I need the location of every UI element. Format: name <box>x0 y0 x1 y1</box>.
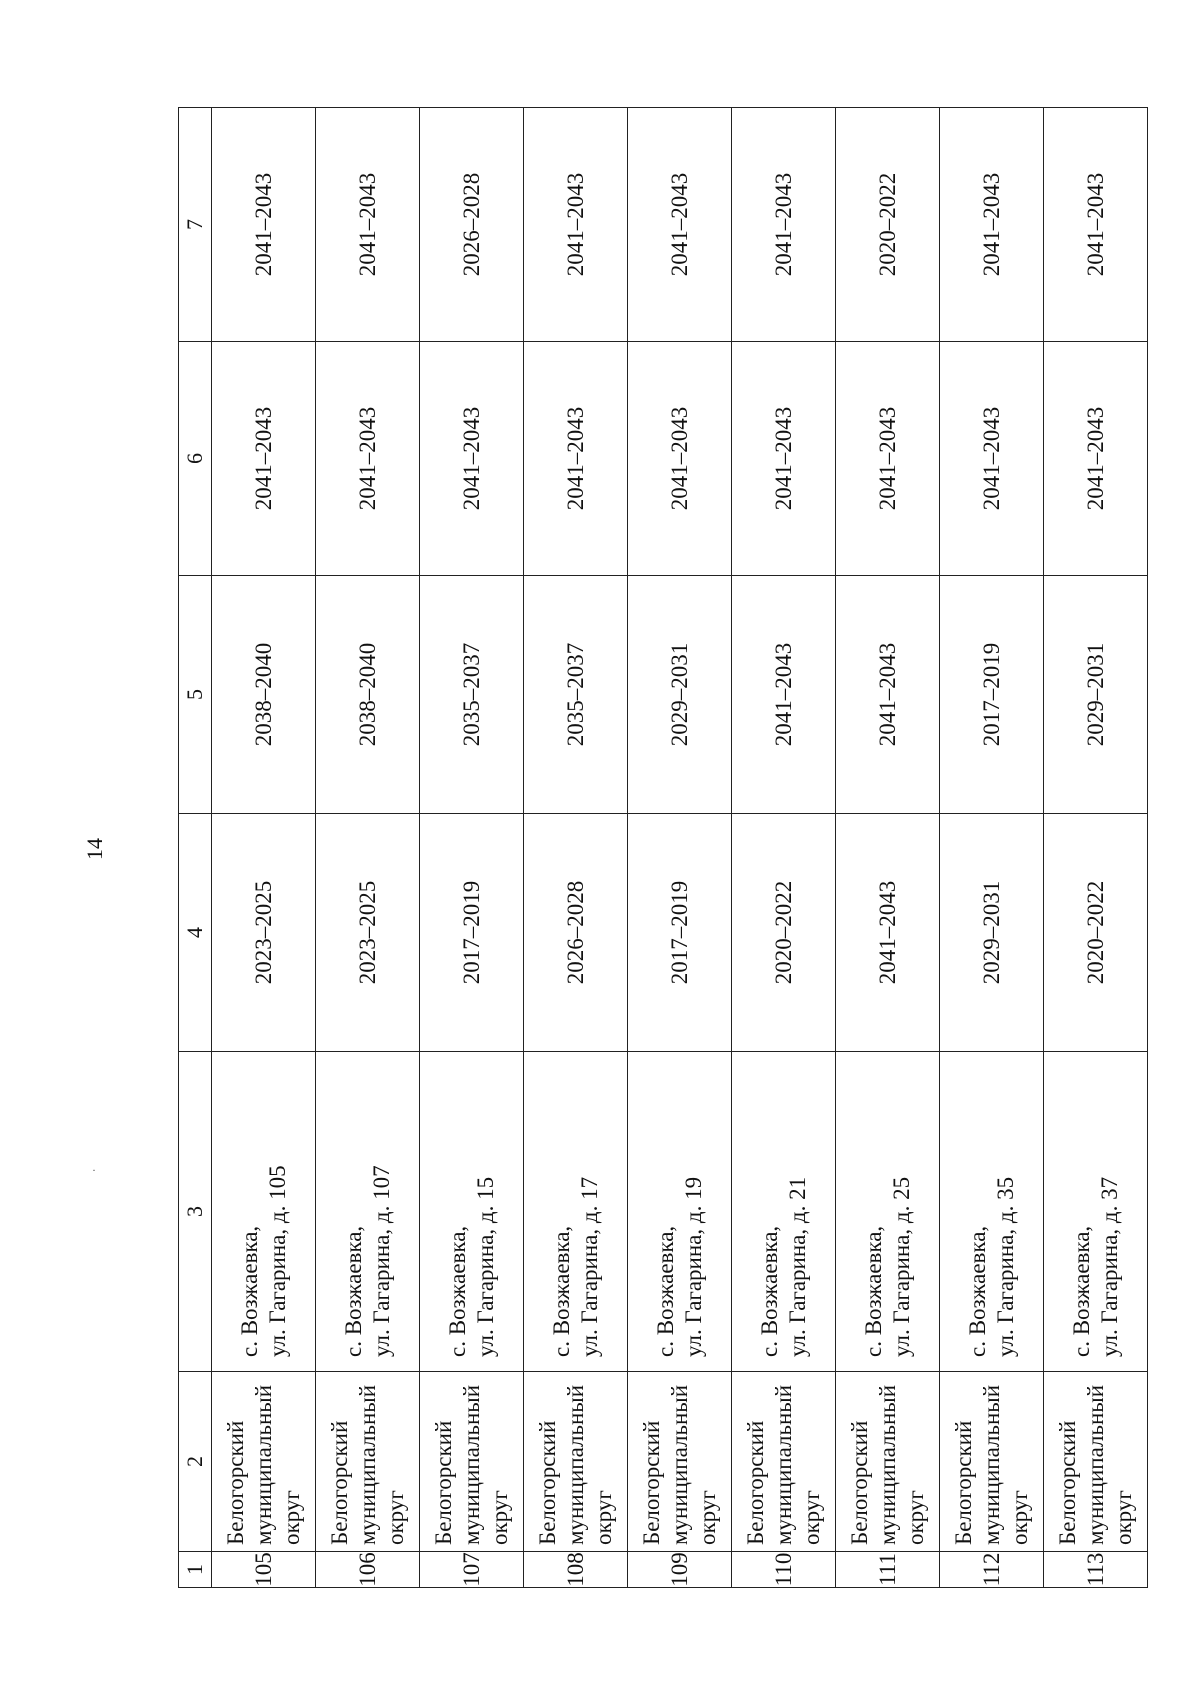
municipality-cell <box>1044 1372 1148 1552</box>
municipality-line: Белогорский <box>742 1420 768 1545</box>
municipality-line: округ <box>278 1490 304 1545</box>
period-cell-6: 2041–2043 <box>732 342 836 576</box>
address-cell <box>316 1052 420 1372</box>
header-cell: 6 <box>179 342 212 576</box>
municipality-line: муниципальный <box>770 1384 796 1545</box>
municipality-cell <box>524 1372 628 1552</box>
period-cell-7: 2041–2043 <box>524 108 628 342</box>
period-cell-5: 2038–2040 <box>212 576 316 814</box>
table-container <box>178 108 1148 1588</box>
municipality-line: округ <box>382 1490 408 1545</box>
address-line: ул. Гагарина, д. 17 <box>576 1176 602 1357</box>
period-cell-7: 2041–2043 <box>316 108 420 342</box>
address-line: с. Возжаевка, <box>236 1225 262 1357</box>
address-line: с. Возжаевка, <box>444 1225 470 1357</box>
header-cell: 1 <box>179 1552 212 1588</box>
address-cell <box>420 1052 524 1372</box>
municipality-cell <box>316 1372 420 1552</box>
municipality-line: Белогорский <box>638 1420 664 1545</box>
period-cell-4: 2023–2025 <box>316 814 420 1052</box>
municipality-line: муниципальный <box>978 1384 1004 1545</box>
address-line: ул. Гагарина, д. 37 <box>1096 1176 1122 1357</box>
address-line: с. Возжаевка, <box>340 1225 366 1357</box>
period-cell-5: 2017–2019 <box>940 576 1044 814</box>
period-cell-7: 2041–2043 <box>212 108 316 342</box>
table-body <box>179 108 1148 1588</box>
municipality-line: Белогорский <box>326 1420 352 1545</box>
period-cell-7: 2026–2028 <box>420 108 524 342</box>
address-cell <box>628 1052 732 1372</box>
period-cell-7: 2041–2043 <box>628 108 732 342</box>
municipality-line: округ <box>1110 1490 1136 1545</box>
period-cell-6: 2041–2043 <box>212 342 316 576</box>
period-cell-4: 2017–2019 <box>628 814 732 1052</box>
address-line: ул. Гагарина, д. 25 <box>888 1176 914 1357</box>
period-cell-7: 2041–2043 <box>732 108 836 342</box>
table-row <box>732 108 836 1588</box>
address-cell <box>524 1052 628 1372</box>
period-cell-7: 2041–2043 <box>1044 108 1148 342</box>
municipality-line: округ <box>902 1490 928 1545</box>
municipality-line: округ <box>590 1490 616 1545</box>
header-cell: 2 <box>179 1372 212 1552</box>
table-row <box>524 108 628 1588</box>
municipality-line: Белогорский <box>430 1420 456 1545</box>
table-row <box>316 108 420 1588</box>
row-number-cell: 109 <box>628 1552 732 1588</box>
period-cell-5: 2038–2040 <box>316 576 420 814</box>
municipality-cell <box>836 1372 940 1552</box>
municipality-line: округ <box>486 1490 512 1545</box>
row-number-cell: 105 <box>212 1552 316 1588</box>
address-line: ул. Гагарина, д. 107 <box>368 1165 394 1357</box>
municipality-line: Белогорский <box>222 1420 248 1545</box>
address-line: с. Возжаевка, <box>860 1225 886 1357</box>
period-cell-6: 2041–2043 <box>524 342 628 576</box>
municipality-line: муниципальный <box>354 1384 380 1545</box>
address-cell <box>940 1052 1044 1372</box>
row-number-cell: 106 <box>316 1552 420 1588</box>
period-cell-7: 2041–2043 <box>940 108 1044 342</box>
period-cell-6: 2041–2043 <box>836 342 940 576</box>
period-cell-6: 2041–2043 <box>1044 342 1148 576</box>
table-row <box>212 108 316 1588</box>
row-number-cell: 112 <box>940 1552 1044 1588</box>
municipality-line: муниципальный <box>250 1384 276 1545</box>
municipality-line: округ <box>798 1490 824 1545</box>
municipality-cell <box>212 1372 316 1552</box>
period-cell-4: 2017–2019 <box>420 814 524 1052</box>
address-cell <box>836 1052 940 1372</box>
municipality-cell <box>940 1372 1044 1552</box>
municipality-line: муниципальный <box>1082 1384 1108 1545</box>
row-number-cell: 113 <box>1044 1552 1148 1588</box>
address-line: с. Возжаевка, <box>1068 1225 1094 1357</box>
row-number-cell: 108 <box>524 1552 628 1588</box>
address-cell <box>212 1052 316 1372</box>
address-cell <box>1044 1052 1148 1372</box>
municipality-line: округ <box>694 1490 720 1545</box>
address-line: с. Возжаевка, <box>964 1225 990 1357</box>
address-line: с. Возжаевка, <box>548 1225 574 1357</box>
municipality-line: Белогорский <box>534 1420 560 1545</box>
municipality-line: муниципальный <box>874 1384 900 1545</box>
address-line: с. Возжаевка, <box>652 1225 678 1357</box>
table-row <box>940 108 1044 1588</box>
row-number-cell: 110 <box>732 1552 836 1588</box>
municipality-line: Белогорский <box>846 1420 872 1545</box>
municipality-line: муниципальный <box>562 1384 588 1545</box>
period-cell-5: 2029–2031 <box>628 576 732 814</box>
header-cell: 4 <box>179 814 212 1052</box>
municipality-cell <box>420 1372 524 1552</box>
period-cell-6: 2041–2043 <box>940 342 1044 576</box>
row-number-cell: 111 <box>836 1552 940 1588</box>
address-line: ул. Гагарина, д. 105 <box>264 1165 290 1357</box>
period-cell-4: 2041–2043 <box>836 814 940 1052</box>
address-line: ул. Гагарина, д. 21 <box>784 1176 810 1357</box>
row-number-cell: 107 <box>420 1552 524 1588</box>
municipality-line: Белогорский <box>1054 1420 1080 1545</box>
address-line: ул. Гагарина, д. 19 <box>680 1176 706 1357</box>
period-cell-4: 2023–2025 <box>212 814 316 1052</box>
period-cell-7: 2020–2022 <box>836 108 940 342</box>
period-cell-6: 2041–2043 <box>420 342 524 576</box>
address-cell <box>732 1052 836 1372</box>
municipality-line: муниципальный <box>458 1384 484 1545</box>
table-row <box>420 108 524 1588</box>
period-cell-4: 2020–2022 <box>732 814 836 1052</box>
period-cell-6: 2041–2043 <box>316 342 420 576</box>
table-row <box>836 108 940 1588</box>
header-cell: 7 <box>179 108 212 342</box>
table-row <box>628 108 732 1588</box>
period-cell-4: 2026–2028 <box>524 814 628 1052</box>
header-cell: 3 <box>179 1052 212 1372</box>
period-cell-6: 2041–2043 <box>628 342 732 576</box>
period-cell-5: 2041–2043 <box>732 576 836 814</box>
address-line: ул. Гагарина, д. 15 <box>472 1176 498 1357</box>
municipality-line: Белогорский <box>950 1420 976 1545</box>
municipality-line: муниципальный <box>666 1384 692 1545</box>
municipality-cell <box>732 1372 836 1552</box>
address-line: с. Возжаевка, <box>756 1225 782 1357</box>
page-number: 14 <box>82 838 107 860</box>
period-cell-5: 2035–2037 <box>524 576 628 814</box>
period-cell-5: 2029–2031 <box>1044 576 1148 814</box>
address-line: ул. Гагарина, д. 35 <box>992 1176 1018 1357</box>
document-table <box>178 107 1148 1588</box>
table-row <box>1044 108 1148 1588</box>
header-row <box>179 108 212 1588</box>
period-cell-4: 2029–2031 <box>940 814 1044 1052</box>
municipality-cell <box>628 1372 732 1552</box>
page-mark: · <box>92 1163 96 1177</box>
period-cell-5: 2041–2043 <box>836 576 940 814</box>
period-cell-5: 2035–2037 <box>420 576 524 814</box>
header-cell: 5 <box>179 576 212 814</box>
municipality-line: округ <box>1006 1490 1032 1545</box>
period-cell-4: 2020–2022 <box>1044 814 1148 1052</box>
